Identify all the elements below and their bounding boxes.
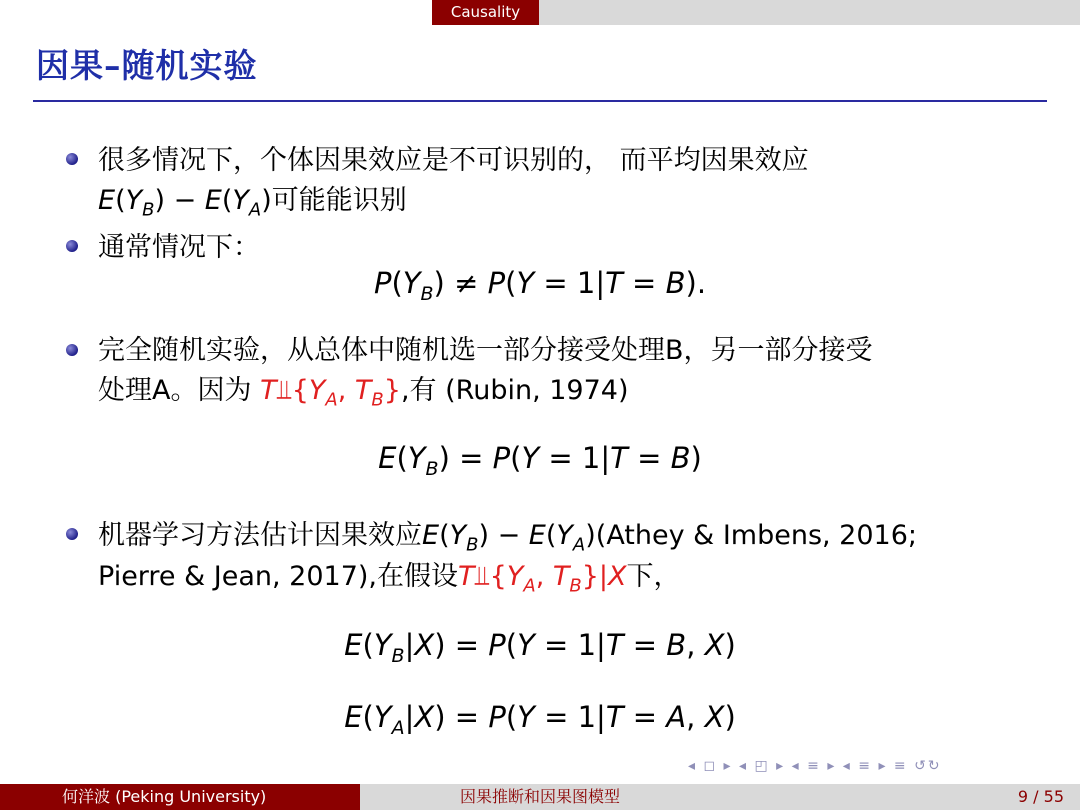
bullet3-pre: 处理A。因为 — [98, 375, 261, 406]
bullet4-line1 — [98, 513, 917, 555]
footer — [0, 784, 1080, 810]
equation-2: $E(Y_B) = P(Y = 1|T = B)$ — [378, 441, 702, 480]
bullet4-line2 — [98, 554, 681, 596]
footer-page: 9 / 55 — [720, 784, 1080, 810]
bullet4-line2-pre: Pierre & Jean, 2017),在假设 — [98, 561, 458, 592]
title-rule — [33, 100, 1047, 102]
header-left — [0, 0, 432, 25]
equation-4: $E(Y_A|X) = P(Y = 1|T = A$, X) — [344, 700, 736, 739]
header-bar — [0, 0, 1080, 25]
bullet2-text: 通常情况下： — [98, 232, 260, 263]
equation-1: $P(Y_B) \ne P(Y = 1|T = B)$. — [373, 266, 707, 305]
bullet3-post: ,有 (Rubin, 1974) — [400, 375, 629, 406]
independence-2: $T⫫\{Y_A$, $T_B\}|X$ — [458, 561, 627, 597]
independence-1: $T⫫\{Y_A$, $T_B$} — [260, 375, 401, 411]
bullet3-line2 — [98, 368, 629, 410]
bullet4-equation: $E(Y_B) - E(Y_A)$ — [422, 520, 596, 556]
bullet1-line2 — [98, 178, 407, 220]
bullet-icon — [66, 153, 78, 165]
bullet1-text: 可能能识别 — [271, 185, 407, 216]
header-right — [539, 0, 1080, 25]
equation-3: $E(Y_B|X) = P(Y = 1|T = B$, X) — [344, 628, 736, 667]
footer-title: 因果推断和因果图模型 — [360, 784, 720, 810]
bullet-icon — [66, 240, 78, 252]
bullet-icon — [66, 528, 78, 540]
footer-author: 何洋波 (Peking University) — [0, 784, 360, 810]
section-label[interactable]: Causality — [432, 0, 539, 25]
bullet1-line1: 很多情况下，个体因果效应是不可识别的， 而平均因果效应 — [98, 145, 809, 176]
beamer-nav-icons[interactable]: ◂ ◻ ▸ ◂ ◰ ▸ ◂ ≡ ▸ ◂ ≡ ▸ ≡ ↺↻ — [688, 758, 942, 774]
bullet4-line2-post: 下， — [626, 561, 681, 592]
bullet4-pre: 机器学习方法估计因果效应 — [98, 520, 422, 551]
bullet-icon — [66, 344, 78, 356]
bullet4-post: (Athey & Imbens, 2016; — [595, 520, 917, 551]
bullet3-line1: 完全随机实验，从总体中随机选一部分接受处理B，另一部分接受 — [98, 335, 873, 366]
bullet1-equation: $E(Y_B) - E(Y_A)$ — [98, 185, 272, 221]
slide-title: 因果–随机实验 — [36, 46, 258, 85]
